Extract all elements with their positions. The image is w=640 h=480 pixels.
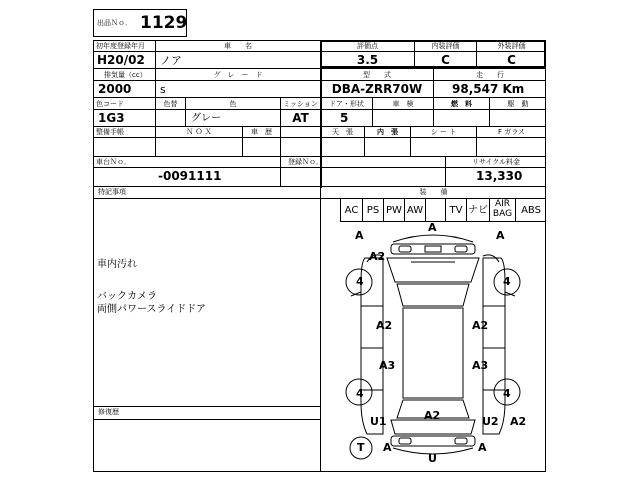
equip-pw: PW <box>386 205 402 216</box>
color-value: グレー <box>191 113 221 124</box>
divider <box>280 126 281 156</box>
regno-label: 登録Ｎｏ． <box>288 158 323 166</box>
vehicle-diagram <box>321 222 546 472</box>
color-label: 色 <box>229 100 237 108</box>
mileage-label: 走 行 <box>476 71 504 79</box>
equip-airbag: AIR BAG <box>492 199 513 219</box>
mission-value: AT <box>292 111 309 125</box>
exterior-label: 外装評価 <box>497 42 526 50</box>
mark-hood: A2 <box>369 250 386 263</box>
doors-label: ドア・形状 <box>329 100 364 108</box>
grade-label: グ レ ー ド <box>213 71 263 79</box>
reg-label: 初年度登録年月 <box>96 42 145 50</box>
color-change-label: 色替 <box>163 100 178 108</box>
divider <box>93 137 546 138</box>
divider <box>93 80 546 81</box>
code-label: 色コード <box>96 100 124 108</box>
mark-door-rl: A3 <box>379 359 396 372</box>
mark-front-center: A <box>428 221 437 234</box>
name-value: ノア <box>160 54 182 67</box>
equip-ac: AC <box>344 205 359 216</box>
lot-number-label: 出品Ｎｏ． <box>97 19 132 27</box>
nox-label: Ｎ Ｏ Ｘ <box>186 128 212 136</box>
equip-ps: PS <box>366 205 380 216</box>
mark-front-right: A <box>496 229 505 242</box>
fuel-label: 燃 料 <box>451 100 472 108</box>
ceiling-label: 天 張 <box>332 128 353 136</box>
remark-line-3: 両側パワースライドドア <box>97 304 206 315</box>
divider <box>93 126 546 127</box>
remarks-label: 特記事項 <box>98 188 126 196</box>
equip-aw: AW <box>406 205 424 216</box>
remark-line-2: バックカメラ <box>97 291 157 302</box>
mark-bottom-t: T <box>357 441 365 454</box>
seat-label: シ ー ト <box>430 128 457 136</box>
score-label: 評価点 <box>357 42 378 50</box>
mark-wheel-rr: 4 <box>503 387 511 400</box>
recycle-value: 13,330 <box>476 169 523 183</box>
interior-value: C <box>441 53 450 67</box>
code-value: 1G3 <box>98 111 125 125</box>
equipment-label: 装 備 <box>419 188 448 196</box>
interior-panel-label: 内 張 <box>377 128 398 136</box>
mileage-value: 98,547 Km <box>452 82 525 96</box>
mark-rear-far-right: A2 <box>510 415 527 428</box>
mark-wheel-fl: 4 <box>356 275 364 288</box>
model-value: DBA-ZRR70W <box>331 82 423 96</box>
cc-label: 排気量（cc） <box>104 71 147 79</box>
mark-rear-left: U1 <box>370 415 387 428</box>
mark-front-left: A <box>355 229 364 242</box>
mark-door-fl: A2 <box>376 319 393 332</box>
lot-number-box <box>93 9 187 37</box>
mark-trunk: A2 <box>424 409 441 422</box>
repair-label: 修復歴 <box>98 408 119 416</box>
mission-label: ミッション <box>283 100 318 108</box>
divider <box>93 406 320 407</box>
mark-bottom-a2: A <box>478 441 487 454</box>
divider <box>93 109 546 110</box>
history-label: 車 歴 <box>251 128 272 136</box>
divider <box>93 167 546 168</box>
chassis-value: -0091111 <box>158 169 222 183</box>
lot-number-value: 1129 <box>140 13 188 33</box>
reg-value: H20/02 <box>97 53 145 67</box>
remark-line-1: 車内汚れ <box>97 259 137 270</box>
mark-rear-right: U2 <box>482 415 499 428</box>
doors-value: 5 <box>340 111 349 125</box>
equip-abs: ABS <box>521 205 541 216</box>
recycle-label: リサイクル料金 <box>471 158 521 166</box>
score-value: 3.5 <box>356 53 379 67</box>
mark-door-rr: A3 <box>472 359 489 372</box>
grade-value: s <box>160 83 166 96</box>
cc-value: 2000 <box>98 82 132 96</box>
mark-bottom-a1: A <box>383 441 392 454</box>
divider <box>280 156 281 186</box>
divider <box>93 97 546 98</box>
inspection-label: 車 検 <box>392 100 414 108</box>
exterior-value: C <box>507 53 516 67</box>
mark-bottom-u: U <box>428 452 437 465</box>
mark-wheel-fr: 4 <box>503 275 511 288</box>
drive-label: 駆 動 <box>507 100 529 108</box>
manual-label: 整備手帳 <box>96 128 124 136</box>
name-label: 車 名 <box>224 42 252 50</box>
mark-wheel-rl: 4 <box>356 387 364 400</box>
divider <box>93 419 320 420</box>
fglass-label: F ガラス <box>497 128 526 136</box>
interior-label: 内装評価 <box>431 42 460 50</box>
divider <box>425 198 426 221</box>
mark-door-fr: A2 <box>472 319 489 332</box>
chassis-label: 車台Ｎｏ． <box>96 158 131 166</box>
divider <box>93 156 546 157</box>
model-label: 型 式 <box>363 71 391 79</box>
equip-navi: ナビ <box>468 205 488 216</box>
equip-tv: TV <box>449 205 463 216</box>
